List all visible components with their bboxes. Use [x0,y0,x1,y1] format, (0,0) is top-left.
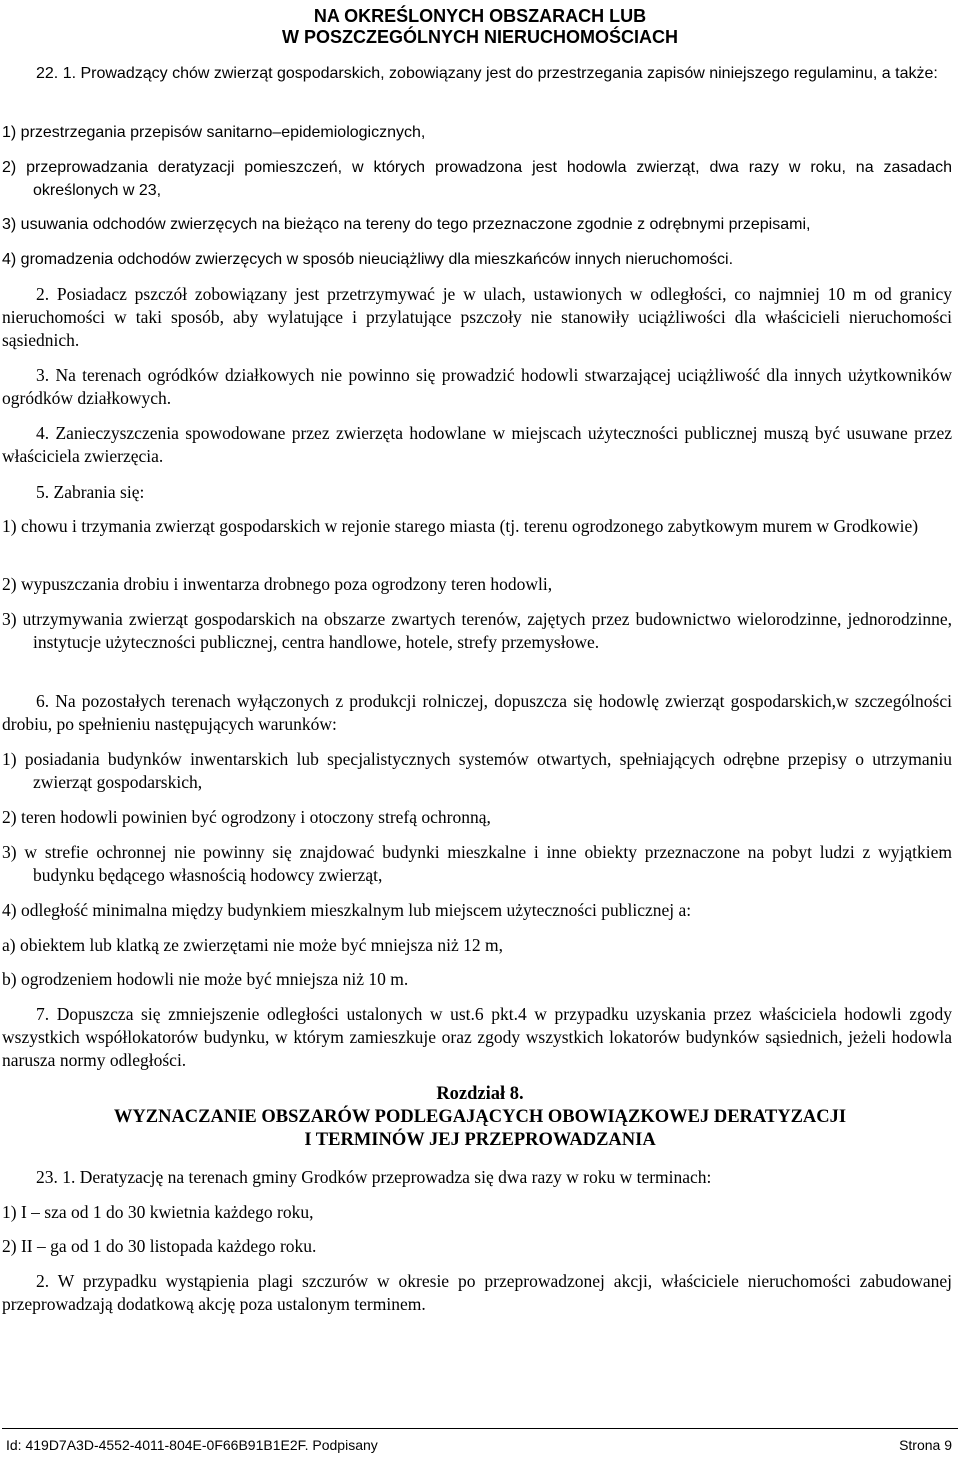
list-item-22-1-4: 4) gromadzenia odchodów zwierzęcych w sposób nieuciążliwy dla mieszkańców innych nieruchomości. [2,251,734,268]
paragraph-22-2: 2. Posiadacz pszczół zobowiązany jest przetrzymywać je w ulach, ustawionych w odległości, co najmniej 10 m od granicy nieruchomości w taki sposób, aby wylatujące i przylatujące pszczoły nie stanowiły uciążliwości dla właścicieli nieruchomości sąsiednich. [2,284,952,350]
chapter-title: Rozdział 8. [436,1084,524,1104]
document-id: Id: 419D7A3D-4552-4011-804E-0F66B91B1E2F. Podpisany [6,1437,378,1453]
chapter-subtitle-1: WYZNACZANIE OBSZARÓW PODLEGAJĄCYCH OBOWIĄZKOWEJ DERATYZACJI [113,1107,847,1127]
list-item-22-5-1: 1) chowu i trzymania zwierząt gospodarskich w rejonie starego miasta (tj. terenu ogrodzonego zabytkowym murem w Grodkowie) [2,516,919,536]
list-item-22-1-3: 3) usuwania odchodów zwierzęcych na bieżąco na tereny do tego przeznaczone zgodnie z odrębnymi przepisami, [2,216,811,233]
list-item-22-5-2: 2) wypuszczania drobiu i inwentarza drobnego poza ogrodzony teren hodowli, [2,574,553,594]
list-item-22-6-4: 4) odległość minimalna między budynkiem mieszkalnym lub miejscem użyteczności publicznej a: [2,900,692,920]
list-item-22-6-2: 2) teren hodowli powinien być ogrodzony i otoczony strefą ochronną, [2,807,491,827]
paragraph-22-4: 4. Zanieczyszczenia spowodowane przez zwierzęta hodowlane w miejscach użyteczności publicznej muszą być usuwane przez właściciela zwierzęcia. [2,423,952,466]
paragraph-22-7: 7. Dopuszcza się zmniejszenie odległości ustalonych w ust.6 pkt.4 w przypadku uzyskania przez właściciela hodowli zgody wszystkich współlokatorów budynku, w którym zamieszkuje oraz zgody wszystkich lokatorów budynków sąsiednich, jeżeli hodowla narusza normy odległości. [2,1004,952,1070]
list-item-22-6-a: a) obiektem lub klatką ze zwierzętami nie może być mniejsza niż 12 m, [2,935,503,955]
list-item-22-6-b: b) ogrodzeniem hodowli nie może być mniejsza niż 10 m. [2,969,409,989]
list-item-22-5-3: 3) utrzymywania zwierząt gospodarskich na obszarze zwartych terenów, zajętych przez budownictwo wielorodzinne, jednorodzinne, instytucje użyteczności publicznej, centra handlowe, hotele, strefy przemysłowe. [2,609,952,652]
page-number: Strona 9 [899,1437,952,1453]
paragraph-22-5: 5. Zabrania się: [36,482,145,502]
section-heading [0,6,960,48]
chapter-subtitle-2: I TERMINÓW JEJ PRZEPROWADZANIA [304,1130,656,1150]
heading-line-2: W POSZCZEGÓLNYCH NIERUCHOMOŚCIACH [282,27,678,47]
paragraph-22-6: 6. Na pozostałych terenach wyłączonych z produkcji rolniczej, dopuszcza się hodowlę zwierząt gospodarskich,w szczególności drobiu, po spełnieniu następujących warunków: [2,691,952,734]
heading-line-1: NA OKREŚLONYCH OBSZARACH LUB [313,6,647,26]
paragraph-23-2: 2. W przypadku wystąpienia plagi szczurów w okresie po przeprowadzonej akcji, właściciele nieruchomości zabudowanej przeprowadzają dodatkową akcję poza ustalonym terminem. [2,1271,952,1314]
list-item-22-1-2: 2) przeprowadzania deratyzacji pomieszczeń, w których prowadzona jest hodowla zwierząt, dwa razy w roku, na zasadach określonych w 23, [2,159,952,199]
paragraph-22-3: 3. Na terenach ogródków działkowych nie powinno się prowadzić hodowli stwarzającej uciążliwość dla innych użytkowników ogródków działkowych. [2,365,952,408]
list-item-22-1-1: 1) przestrzegania przepisów sanitarno–epidemiologicznych, [2,124,426,141]
paragraph-22-1: 22. 1. Prowadzący chów zwierząt gospodarskich, zobowiązany jest do przestrzegania zapisów niniejszego regulaminu, a także: [36,65,938,82]
list-item-22-6-1: 1) posiadania budynków inwentarskich lub specjalistycznych systemów otwartych, spełniających odrębne przepisy o utrzymaniu zwierząt gospodarskich, [2,749,952,792]
footer-divider [2,1428,958,1429]
list-item-22-6-3: 3) w strefie ochronnej nie powinny się znajdować budynki mieszkalne i inne obiekty przeznaczone na pobyt ludzi z wyjątkiem budynku będącego własnością hodowcy zwierząt, [2,842,952,885]
list-item-23-1-1: 1) I – sza od 1 do 30 kwietnia każdego roku, [2,1202,314,1222]
page-footer [6,1436,952,1454]
list-item-23-1-2: 2) II – ga od 1 do 30 listopada każdego roku. [2,1236,317,1256]
paragraph-23-1: 23. 1. Deratyzację na terenach gminy Grodków przeprowadza się dwa razy w roku w terminach: [36,1167,712,1187]
chapter-heading [0,1083,960,1152]
